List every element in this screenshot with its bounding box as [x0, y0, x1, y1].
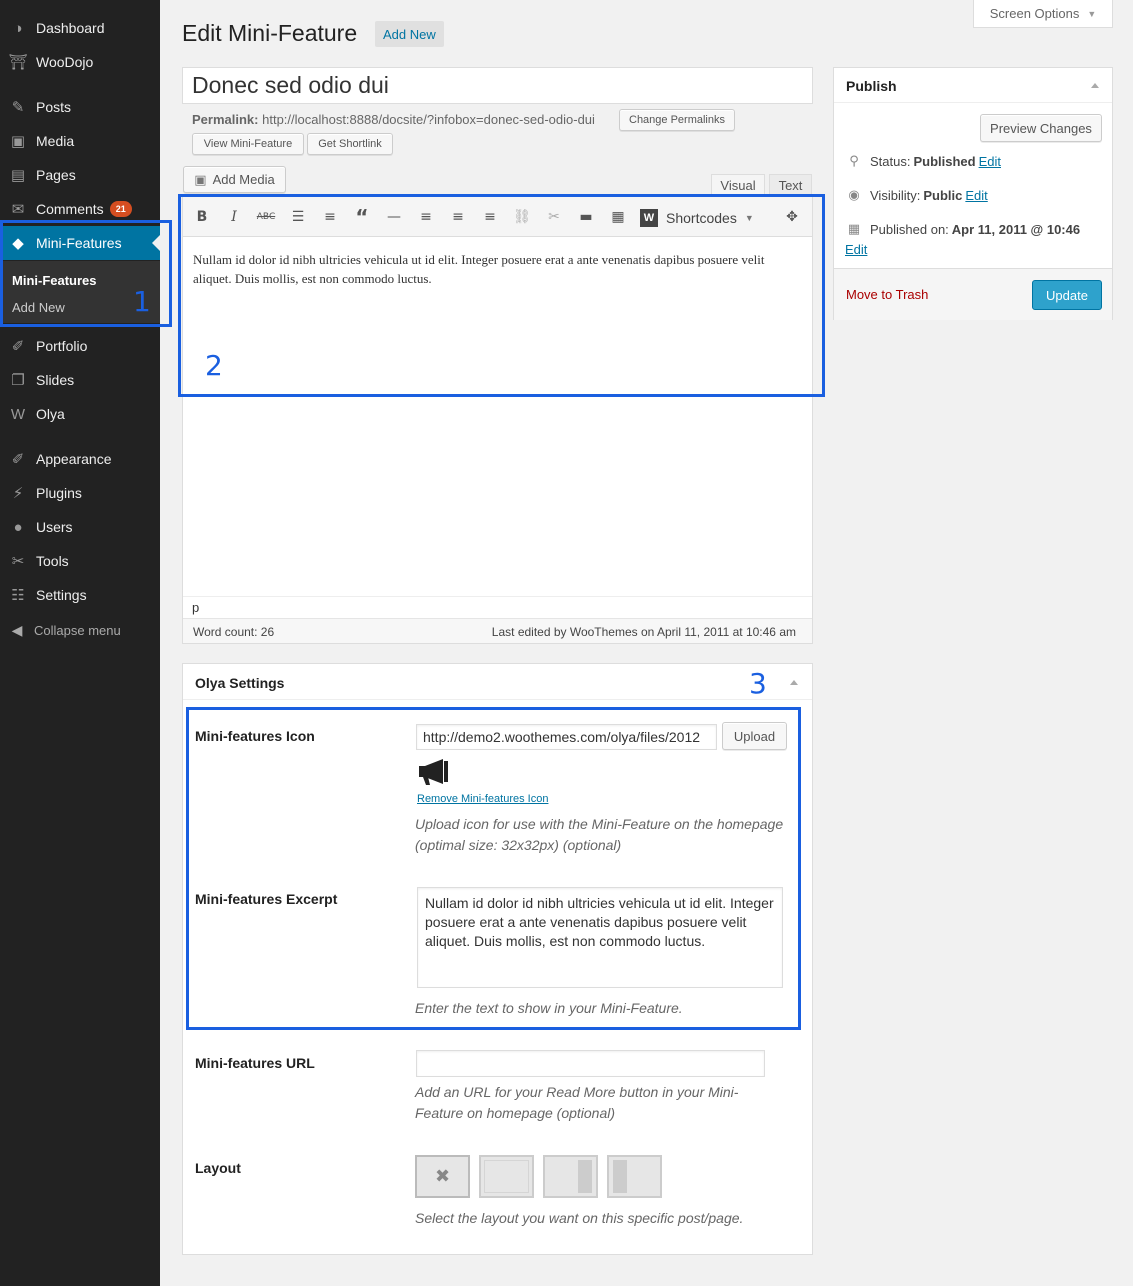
last-edited: Last edited by WooThemes on April 11, 2011 at 10:46 am — [491, 625, 796, 639]
layout-sidebar-preview — [578, 1160, 592, 1193]
chevron-down-icon: ▼ — [744, 213, 754, 223]
layout-option-right-sidebar[interactable] — [543, 1155, 598, 1198]
update-button[interactable]: Update — [1032, 280, 1102, 310]
tab-visual[interactable]: Visual — [711, 174, 765, 196]
edit-visibility-link[interactable]: Edit — [965, 188, 988, 203]
change-permalinks-button[interactable]: Change Permalinks — [619, 109, 735, 131]
menu-label: Comments — [36, 201, 104, 217]
publish-box — [833, 67, 1113, 320]
read-more-icon[interactable]: ▬ — [579, 209, 593, 225]
collapse-icon: ◀ — [11, 621, 23, 638]
published-edit-row — [845, 242, 867, 257]
menu-label: Portfolio — [36, 338, 88, 354]
tab-text[interactable]: Text — [769, 174, 812, 196]
menu-label: Slides — [36, 372, 75, 388]
editor-path: p — [192, 600, 200, 615]
menu-label: Olya — [36, 406, 65, 422]
horizontal-rule-icon[interactable]: — — [387, 209, 401, 225]
layout-description: Select the layout you want on this specific post/page. — [415, 1210, 744, 1226]
edit-date-link[interactable]: Edit — [845, 242, 868, 257]
menu-label: Users — [36, 519, 73, 535]
woo-w-icon: W — [640, 209, 658, 227]
word-count: Word count: 26 — [193, 625, 275, 639]
close-icon: ✖ — [434, 1166, 451, 1186]
excerpt-field-label: Mini-features Excerpt — [195, 891, 338, 907]
menu-label: Dashboard — [36, 20, 105, 36]
url-input[interactable] — [416, 1050, 765, 1077]
pages-icon: ▤ — [10, 167, 26, 184]
menu-tools[interactable] — [0, 544, 160, 578]
annotation-number-3: 3 — [749, 667, 767, 700]
menu-pages[interactable] — [0, 158, 160, 192]
add-new-button[interactable]: Add New — [375, 21, 444, 47]
permalink-url[interactable]: http://localhost:8888/docsite/?infobox=donec-sed-odio-dui — [262, 112, 595, 127]
shortcodes-label: Shortcodes — [666, 210, 737, 226]
menu-plugins[interactable] — [0, 476, 160, 510]
menu-label: Settings — [36, 587, 87, 603]
status-value: Published — [913, 154, 976, 169]
woodojo-icon: ⛩ — [8, 54, 28, 71]
screen-options-button[interactable] — [973, 0, 1113, 28]
divider — [183, 596, 812, 597]
layout-option-default[interactable] — [415, 1155, 470, 1198]
appearance-icon: ✐ — [11, 451, 25, 468]
add-media-icon: ▣ — [194, 171, 207, 187]
menu-users[interactable] — [0, 510, 160, 544]
upload-button[interactable]: Upload — [722, 722, 787, 750]
layout-sidebar-preview — [613, 1160, 627, 1193]
menu-label: Appearance — [36, 451, 112, 467]
published-value: Apr 11, 2011 @ 10:46 — [951, 222, 1081, 237]
menu-label: Pages — [36, 167, 76, 183]
menu-label: WooDojo — [36, 54, 94, 70]
screen-options-label: Screen Options — [989, 6, 1080, 21]
menu-portfolio[interactable] — [0, 329, 160, 363]
status-label: Status: — [870, 154, 911, 169]
menu-settings[interactable] — [0, 578, 160, 612]
icon-field-label: Mini-features Icon — [195, 728, 315, 744]
submenu-add-new[interactable]: Add New — [12, 300, 65, 315]
submenu-mini-features[interactable]: Mini-Features — [12, 273, 97, 288]
layout-option-left-sidebar[interactable] — [607, 1155, 662, 1198]
annotation-box-3 — [186, 707, 801, 1030]
add-media-label: Add Media — [212, 172, 275, 187]
italic-icon[interactable]: I — [231, 209, 237, 225]
icon-description: Upload icon for use with the Mini-Feature on the homepage (optimal size: 32x32px) (optional) — [415, 816, 784, 853]
editor-status-bar — [183, 618, 812, 643]
admin-sidebar — [0, 0, 160, 1286]
strikethrough-icon[interactable]: ABC — [256, 212, 276, 222]
layout-field-label: Layout — [195, 1160, 241, 1176]
menu-label: Plugins — [36, 485, 82, 501]
visibility-row — [846, 188, 988, 203]
align-center-icon[interactable]: ≡ — [452, 209, 464, 225]
pin-icon: ⚲ — [849, 154, 859, 169]
menu-olya[interactable] — [0, 397, 160, 431]
remove-icon-link[interactable]: Remove Mini-features Icon — [417, 793, 549, 805]
permalink-label: Permalink: — [192, 112, 259, 127]
menu-appearance[interactable] — [0, 442, 160, 476]
calendar-icon: ▦ — [847, 222, 861, 237]
edit-status-link[interactable]: Edit — [978, 154, 1001, 169]
fullscreen-icon[interactable]: ✥ — [786, 209, 798, 225]
blockquote-icon[interactable]: “ — [355, 205, 369, 229]
editor-content[interactable]: Nullam id dolor id nibh ultricies vehicula ut id elit. Integer posuere erat a ante venenatis dapibus posuere velit aliquet. Duis mollis, est non commodo luctus. — [193, 252, 765, 286]
view-mini-feature-button[interactable]: View Mini-Feature — [192, 133, 304, 155]
toolbar-toggle-icon[interactable]: ▦ — [611, 209, 625, 225]
published-label: Published on: — [870, 222, 949, 237]
comments-count-badge: 21 — [110, 201, 132, 217]
collapse-label: Collapse menu — [34, 622, 121, 638]
tools-icon: ✂ — [11, 553, 25, 570]
preview-changes-button[interactable]: Preview Changes — [980, 114, 1102, 142]
get-shortlink-button[interactable]: Get Shortlink — [307, 133, 393, 155]
url-description: Add an URL for your Read More button in your Mini-Feature on homepage (optional) — [415, 1084, 739, 1121]
icon-url-input[interactable]: http://demo2.woothemes.com/olya/files/2012 — [416, 724, 717, 750]
menu-label: Media — [36, 133, 75, 149]
align-right-icon[interactable]: ≡ — [484, 209, 496, 225]
layout-option-full-width[interactable] — [479, 1155, 534, 1198]
olya-w-icon: W — [10, 405, 26, 423]
menu-label: Tools — [36, 553, 69, 569]
move-to-trash-link[interactable]: Move to Trash — [846, 287, 929, 302]
media-icon: ▣ — [10, 133, 26, 150]
collapse-arrow-icon[interactable] — [790, 680, 798, 685]
page-title: Edit Mini-Feature — [182, 20, 358, 46]
permalink — [192, 112, 595, 127]
users-icon: ● — [13, 518, 23, 536]
add-media-button[interactable] — [183, 166, 286, 193]
layout-full-preview — [484, 1160, 529, 1193]
excerpt-description: Enter the text to show in your Mini-Feature. — [415, 1000, 683, 1016]
numbered-list-icon[interactable]: ≡ — [324, 209, 336, 225]
brush-icon: ✐ — [11, 338, 25, 355]
status-row — [846, 154, 1001, 169]
visibility-value: Public — [923, 188, 963, 203]
settings-icon: ☷ — [11, 587, 25, 604]
box-icon: ◆ — [12, 235, 24, 252]
annotation-box-2 — [178, 194, 825, 397]
pin-icon: ✎ — [11, 99, 25, 116]
menu-label: Posts — [36, 99, 72, 115]
comments-icon: ✉ — [11, 201, 25, 218]
settings-title: Olya Settings — [195, 675, 285, 691]
link-icon[interactable]: ⛓ — [513, 209, 531, 225]
annotation-number-1: 1 — [133, 285, 151, 318]
annotation-number-2: 2 — [205, 349, 223, 382]
chevron-down-icon: ▼ — [1087, 8, 1097, 19]
collapse-menu-button[interactable] — [0, 616, 160, 644]
plugins-icon: ⚡ — [12, 485, 24, 502]
bold-icon[interactable]: B — [196, 209, 208, 225]
menu-woodojo[interactable] — [0, 45, 160, 79]
visibility-label: Visibility: — [870, 188, 921, 203]
eye-icon: ◉ — [848, 188, 860, 203]
publish-title: Publish — [846, 78, 897, 94]
slides-icon: ❐ — [11, 372, 25, 389]
publish-header[interactable] — [834, 68, 1112, 103]
menu-posts[interactable] — [0, 90, 160, 124]
bullet-list-icon[interactable]: ☰ — [291, 209, 305, 225]
menu-slides[interactable] — [0, 363, 160, 397]
menu-dashboard[interactable] — [0, 11, 160, 45]
url-field-label: Mini-features URL — [195, 1055, 315, 1071]
published-row — [846, 222, 1083, 237]
unlink-icon[interactable]: ✂ — [548, 209, 560, 225]
excerpt-textarea[interactable]: Nullam id dolor id nibh ultricies vehicula ut id elit. Integer posuere erat a ante venenatis dapibus posuere velit aliquet. Duis mollis, est non commodo luctus. — [417, 887, 783, 988]
align-left-icon[interactable]: ≡ — [420, 209, 432, 225]
settings-header[interactable] — [183, 664, 812, 700]
publish-actions — [834, 268, 1112, 320]
menu-label: Mini-Features — [36, 235, 122, 251]
post-title-input[interactable]: Donec sed odio dui — [182, 67, 813, 104]
menu-media[interactable] — [0, 124, 160, 158]
dashboard-icon: ◑ — [13, 19, 23, 37]
collapse-arrow-icon[interactable] — [1091, 83, 1099, 88]
